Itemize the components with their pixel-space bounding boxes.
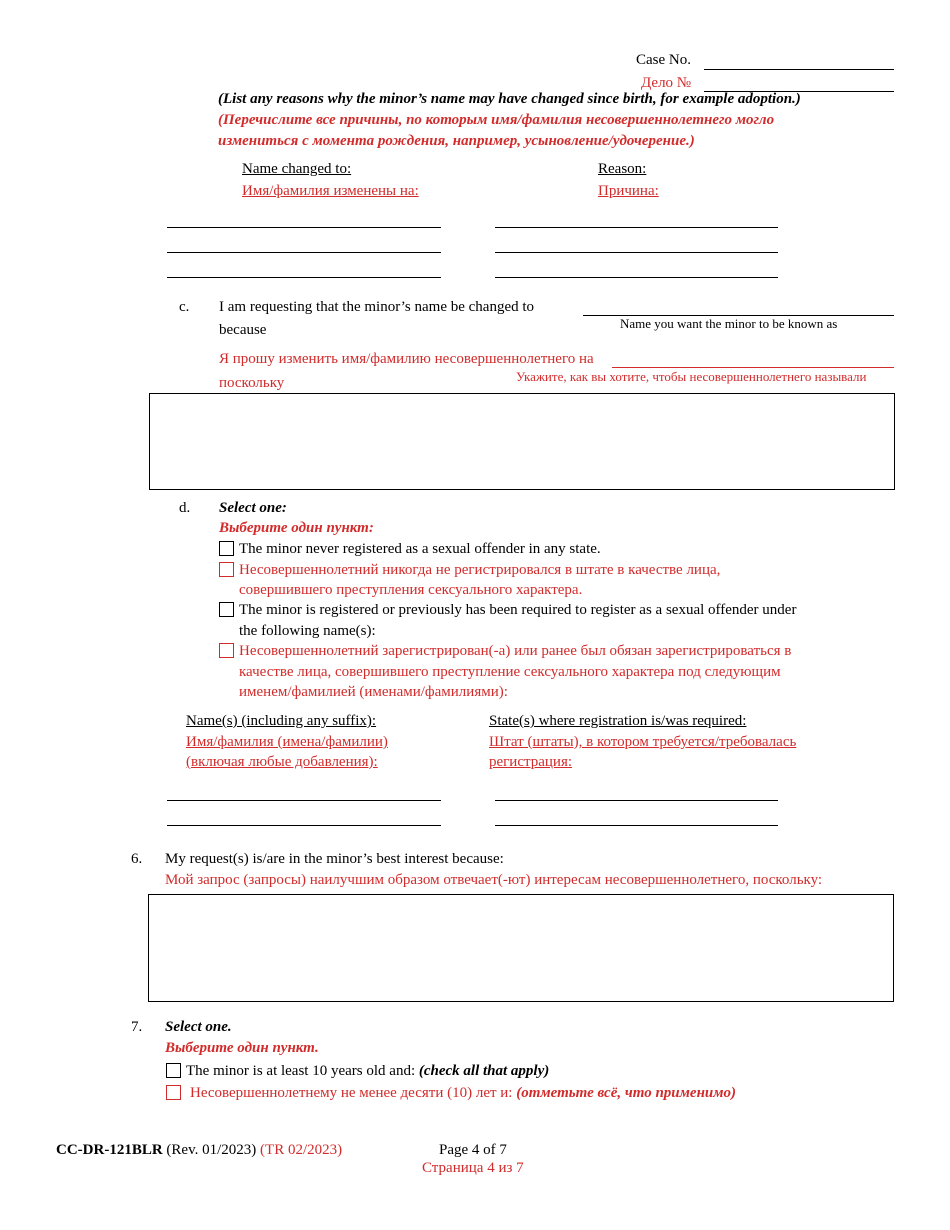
- item-7-select-ru: Выберите один пункт.: [165, 1040, 319, 1056]
- col-reason-header-ru: Причина:: [598, 183, 659, 199]
- item-d-select-ru: Выберите один пункт:: [219, 520, 374, 536]
- opt-age-10-ru-plain: Несовершеннолетнему не менее десяти (10) лет и:: [190, 1085, 517, 1101]
- footer-page-ru: Страница 4 из 7: [422, 1160, 524, 1176]
- item-c-text-ru-2: поскольку: [219, 375, 285, 391]
- opt-never-registered-ru-2: совершившего преступления сексуального характера.: [239, 582, 583, 598]
- footer-page: Page 4 of 7: [439, 1142, 507, 1158]
- checkbox-registered-ru[interactable]: [219, 643, 234, 658]
- checkbox-never-registered[interactable]: [219, 541, 234, 556]
- col-states-header: State(s) where registration is/was required:: [489, 713, 747, 729]
- col-names-header-ru-1: Имя/фамилия (имена/фамилии): [186, 734, 388, 750]
- item-c-reason-box[interactable]: [149, 393, 895, 490]
- opt-registered-ru-3: именем/фамилией (именами/фамилиями):: [239, 684, 508, 700]
- form-rev: (Rev. 01/2023): [162, 1142, 261, 1158]
- case-no-field[interactable]: [704, 69, 894, 70]
- opt-registered-ru-1: Несовершеннолетний зарегистрирован(-а) или ранее был обязан зарегистрироваться в: [239, 643, 792, 659]
- requested-name-hint: Name you want the minor to be known as: [620, 316, 838, 331]
- item-6-text-ru: Мой запрос (запросы) наилучшим образом отвечает(-ют) интересам несовершеннолетнего, поскольку:: [165, 872, 823, 888]
- item-7-number: 7.: [131, 1019, 143, 1035]
- best-interest-box[interactable]: [148, 894, 894, 1002]
- intro-instruction: (List any reasons why the minor’s name may have changed since birth, for example adoption.): [218, 91, 801, 107]
- item-c-text-1: I am requesting that the minor’s name be changed to: [219, 299, 535, 315]
- reason-line-1[interactable]: [495, 227, 778, 228]
- item-c-text-ru-1: Я прошу изменить имя/фамилию несовершеннолетнего на: [219, 351, 594, 367]
- registered-state-line-1[interactable]: [495, 800, 778, 801]
- registered-name-line-2[interactable]: [167, 825, 441, 826]
- requested-name-field-ru[interactable]: [612, 367, 894, 368]
- opt-age-10-ru-bold: (отметьте всё, что применимо): [516, 1085, 737, 1101]
- case-no-label-ru: Дело №: [641, 75, 692, 91]
- form-tr: (TR 02/2023): [260, 1142, 343, 1158]
- checkbox-never-registered-ru[interactable]: [219, 562, 234, 577]
- opt-age-10-ru: [190, 1085, 736, 1102]
- item-c-letter: c.: [179, 299, 190, 315]
- col-name-changed-header-ru: Имя/фамилия изменены на:: [242, 183, 419, 199]
- col-names-header: Name(s) (including any suffix):: [186, 713, 377, 729]
- reason-line-2[interactable]: [495, 252, 778, 253]
- item-7-select: Select one.: [165, 1019, 232, 1035]
- checkbox-age-10-ru[interactable]: [166, 1085, 181, 1100]
- item-6-number: 6.: [131, 851, 143, 867]
- opt-never-registered-ru-1: Несовершеннолетний никогда не регистрировался в штате в качестве лица,: [239, 562, 721, 578]
- col-reason-header: Reason:: [598, 161, 647, 177]
- opt-age-10: [186, 1063, 549, 1080]
- footer-form-id: [56, 1142, 342, 1159]
- item-d-select: Select one:: [219, 500, 287, 516]
- intro-instruction-ru-1: (Перечислите все причины, по которым имя/фамилия несовершеннолетнего могло: [218, 112, 775, 128]
- case-no-label: Case No.: [636, 52, 691, 68]
- col-names-header-ru-2: (включая любые добавления):: [186, 754, 378, 770]
- checkbox-age-10[interactable]: [166, 1063, 181, 1078]
- registered-state-line-2[interactable]: [495, 825, 778, 826]
- opt-registered-2: the following name(s):: [239, 623, 376, 639]
- requested-name-hint-ru: Укажите, как вы хотите, чтобы несовершеннолетнего называли: [516, 369, 867, 384]
- item-6-text: My request(s) is/are in the minor’s best interest because:: [165, 851, 504, 867]
- item-d-letter: d.: [179, 500, 191, 516]
- col-name-changed-header: Name changed to:: [242, 161, 352, 177]
- col-states-header-ru-1: Штат (штаты), в котором требуется/требовалась: [489, 734, 797, 750]
- name-changed-line-1[interactable]: [167, 227, 441, 228]
- opt-registered-ru-2: качестве лица, совершившего преступление сексуального характера под следующим: [239, 664, 781, 680]
- name-changed-line-2[interactable]: [167, 252, 441, 253]
- opt-registered-1: The minor is registered or previously has been required to register as a sexual offender under: [239, 602, 797, 618]
- opt-age-10-bold: (check all that apply): [418, 1063, 550, 1079]
- opt-never-registered: The minor never registered as a sexual offender in any state.: [239, 541, 601, 557]
- name-changed-line-3[interactable]: [167, 277, 441, 278]
- form-id: CC-DR-121BLR: [56, 1142, 163, 1158]
- item-c-text-2: because: [219, 322, 267, 338]
- reason-line-3[interactable]: [495, 277, 778, 278]
- intro-instruction-ru-2: измениться с момента рождения, например, усыновление/удочерение.): [218, 133, 695, 149]
- opt-age-10-plain: The minor is at least 10 years old and:: [186, 1063, 419, 1079]
- checkbox-registered[interactable]: [219, 602, 234, 617]
- col-states-header-ru-2: регистрация:: [489, 754, 573, 770]
- registered-name-line-1[interactable]: [167, 800, 441, 801]
